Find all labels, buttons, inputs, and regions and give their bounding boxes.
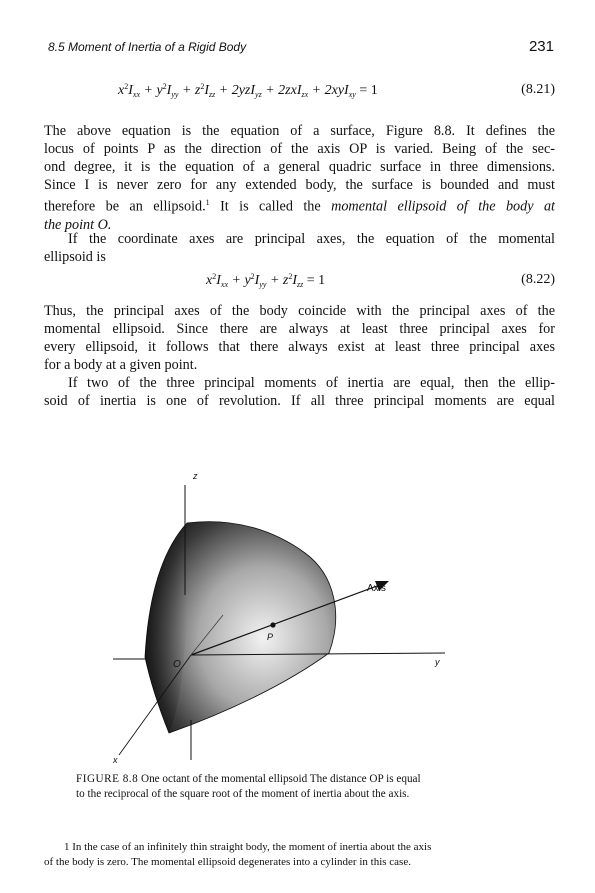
label-x: x bbox=[113, 755, 118, 765]
text-line: the point O. bbox=[44, 216, 112, 233]
equation-8-21-body: $x^2I_{xx} + y^2I_{yy} + z^2I_{zz} + 2yzI_{yz} + 2zxI_{zx} + 2xyI_{xy} = 1$ bbox=[118, 82, 378, 99]
text-line: Thus, the principal axes of the body coincide with the principal axes of the bbox=[44, 303, 555, 319]
footnote-line-1: 1 In the case of an infinitely thin straight body, the moment of inertia about the axis bbox=[64, 841, 432, 853]
caption-line-1: One octant of the momental ellipsoid The distance OP is equal bbox=[138, 773, 421, 785]
equation-8-21-number: (8.21) bbox=[521, 82, 555, 97]
text-line: therefore be an ellipsoid.$^1$ It is called the momental ellipsoid of the body at bbox=[44, 198, 555, 215]
label-o: O bbox=[173, 659, 181, 670]
text-line: ellipsoid is bbox=[44, 249, 106, 265]
equation-8-22 bbox=[40, 272, 555, 294]
label-axis: Axis bbox=[367, 583, 386, 594]
equation-8-21 bbox=[40, 82, 555, 104]
label-p: P bbox=[267, 632, 274, 642]
paragraph-2 bbox=[44, 230, 555, 266]
text-line: ond degree, it is the equation of a general quadric surface in three dimensions. bbox=[44, 159, 555, 175]
text-line: Since I is never zero for any extended body, the surface is bounded and must bbox=[44, 177, 555, 193]
text-line: The above equation is the equation of a surface, Figure 8.8. It defines the bbox=[44, 123, 555, 139]
figure-momental-ellipsoid bbox=[105, 465, 465, 765]
text-line: soid of inertia is one of revolution. If all three principal moments are equal bbox=[44, 393, 555, 409]
label-y: y bbox=[435, 657, 440, 667]
label-z: z bbox=[193, 471, 198, 481]
equation-8-22-body: $x^2I_{xx} + y^2I_{yy} + z^2I_{zz} = 1$ bbox=[206, 272, 326, 289]
text-line: If two of the three principal moments of inertia are equal, then the ellip- bbox=[68, 375, 555, 391]
equation-8-22-number: (8.22) bbox=[521, 272, 555, 287]
text-line: locus of points P as the direction of the axis OP is varied. Being of the sec- bbox=[44, 141, 555, 157]
paragraph-3 bbox=[44, 302, 555, 374]
figure-caption bbox=[76, 772, 546, 802]
paragraph-1 bbox=[44, 122, 555, 234]
text-line: every ellipsoid, it follows that there always exist at least three principal axes bbox=[44, 339, 555, 355]
footnote bbox=[44, 840, 556, 870]
text-line: for a body at a given point. bbox=[44, 357, 198, 373]
text-line: If the coordinate axes are principal axes, the equation of the momental bbox=[68, 231, 555, 247]
section-title: 8.5 Moment of Inertia of a Rigid Body bbox=[48, 40, 247, 54]
caption-line-2: to the reciprocal of the square root of the moment of inertia about the axis. bbox=[76, 788, 410, 800]
page-number: 231 bbox=[528, 38, 554, 55]
text-line: momental ellipsoid. Since there are always at least three principal axes for bbox=[44, 321, 555, 337]
caption-label: FIGURE 8.8 bbox=[76, 773, 139, 785]
running-header bbox=[48, 38, 554, 58]
footnote-line-2: of the body is zero. The momental ellipsoid degenerates into a cylinder in this case. bbox=[44, 856, 411, 868]
paragraph-4 bbox=[44, 374, 555, 410]
point-p bbox=[270, 622, 275, 627]
